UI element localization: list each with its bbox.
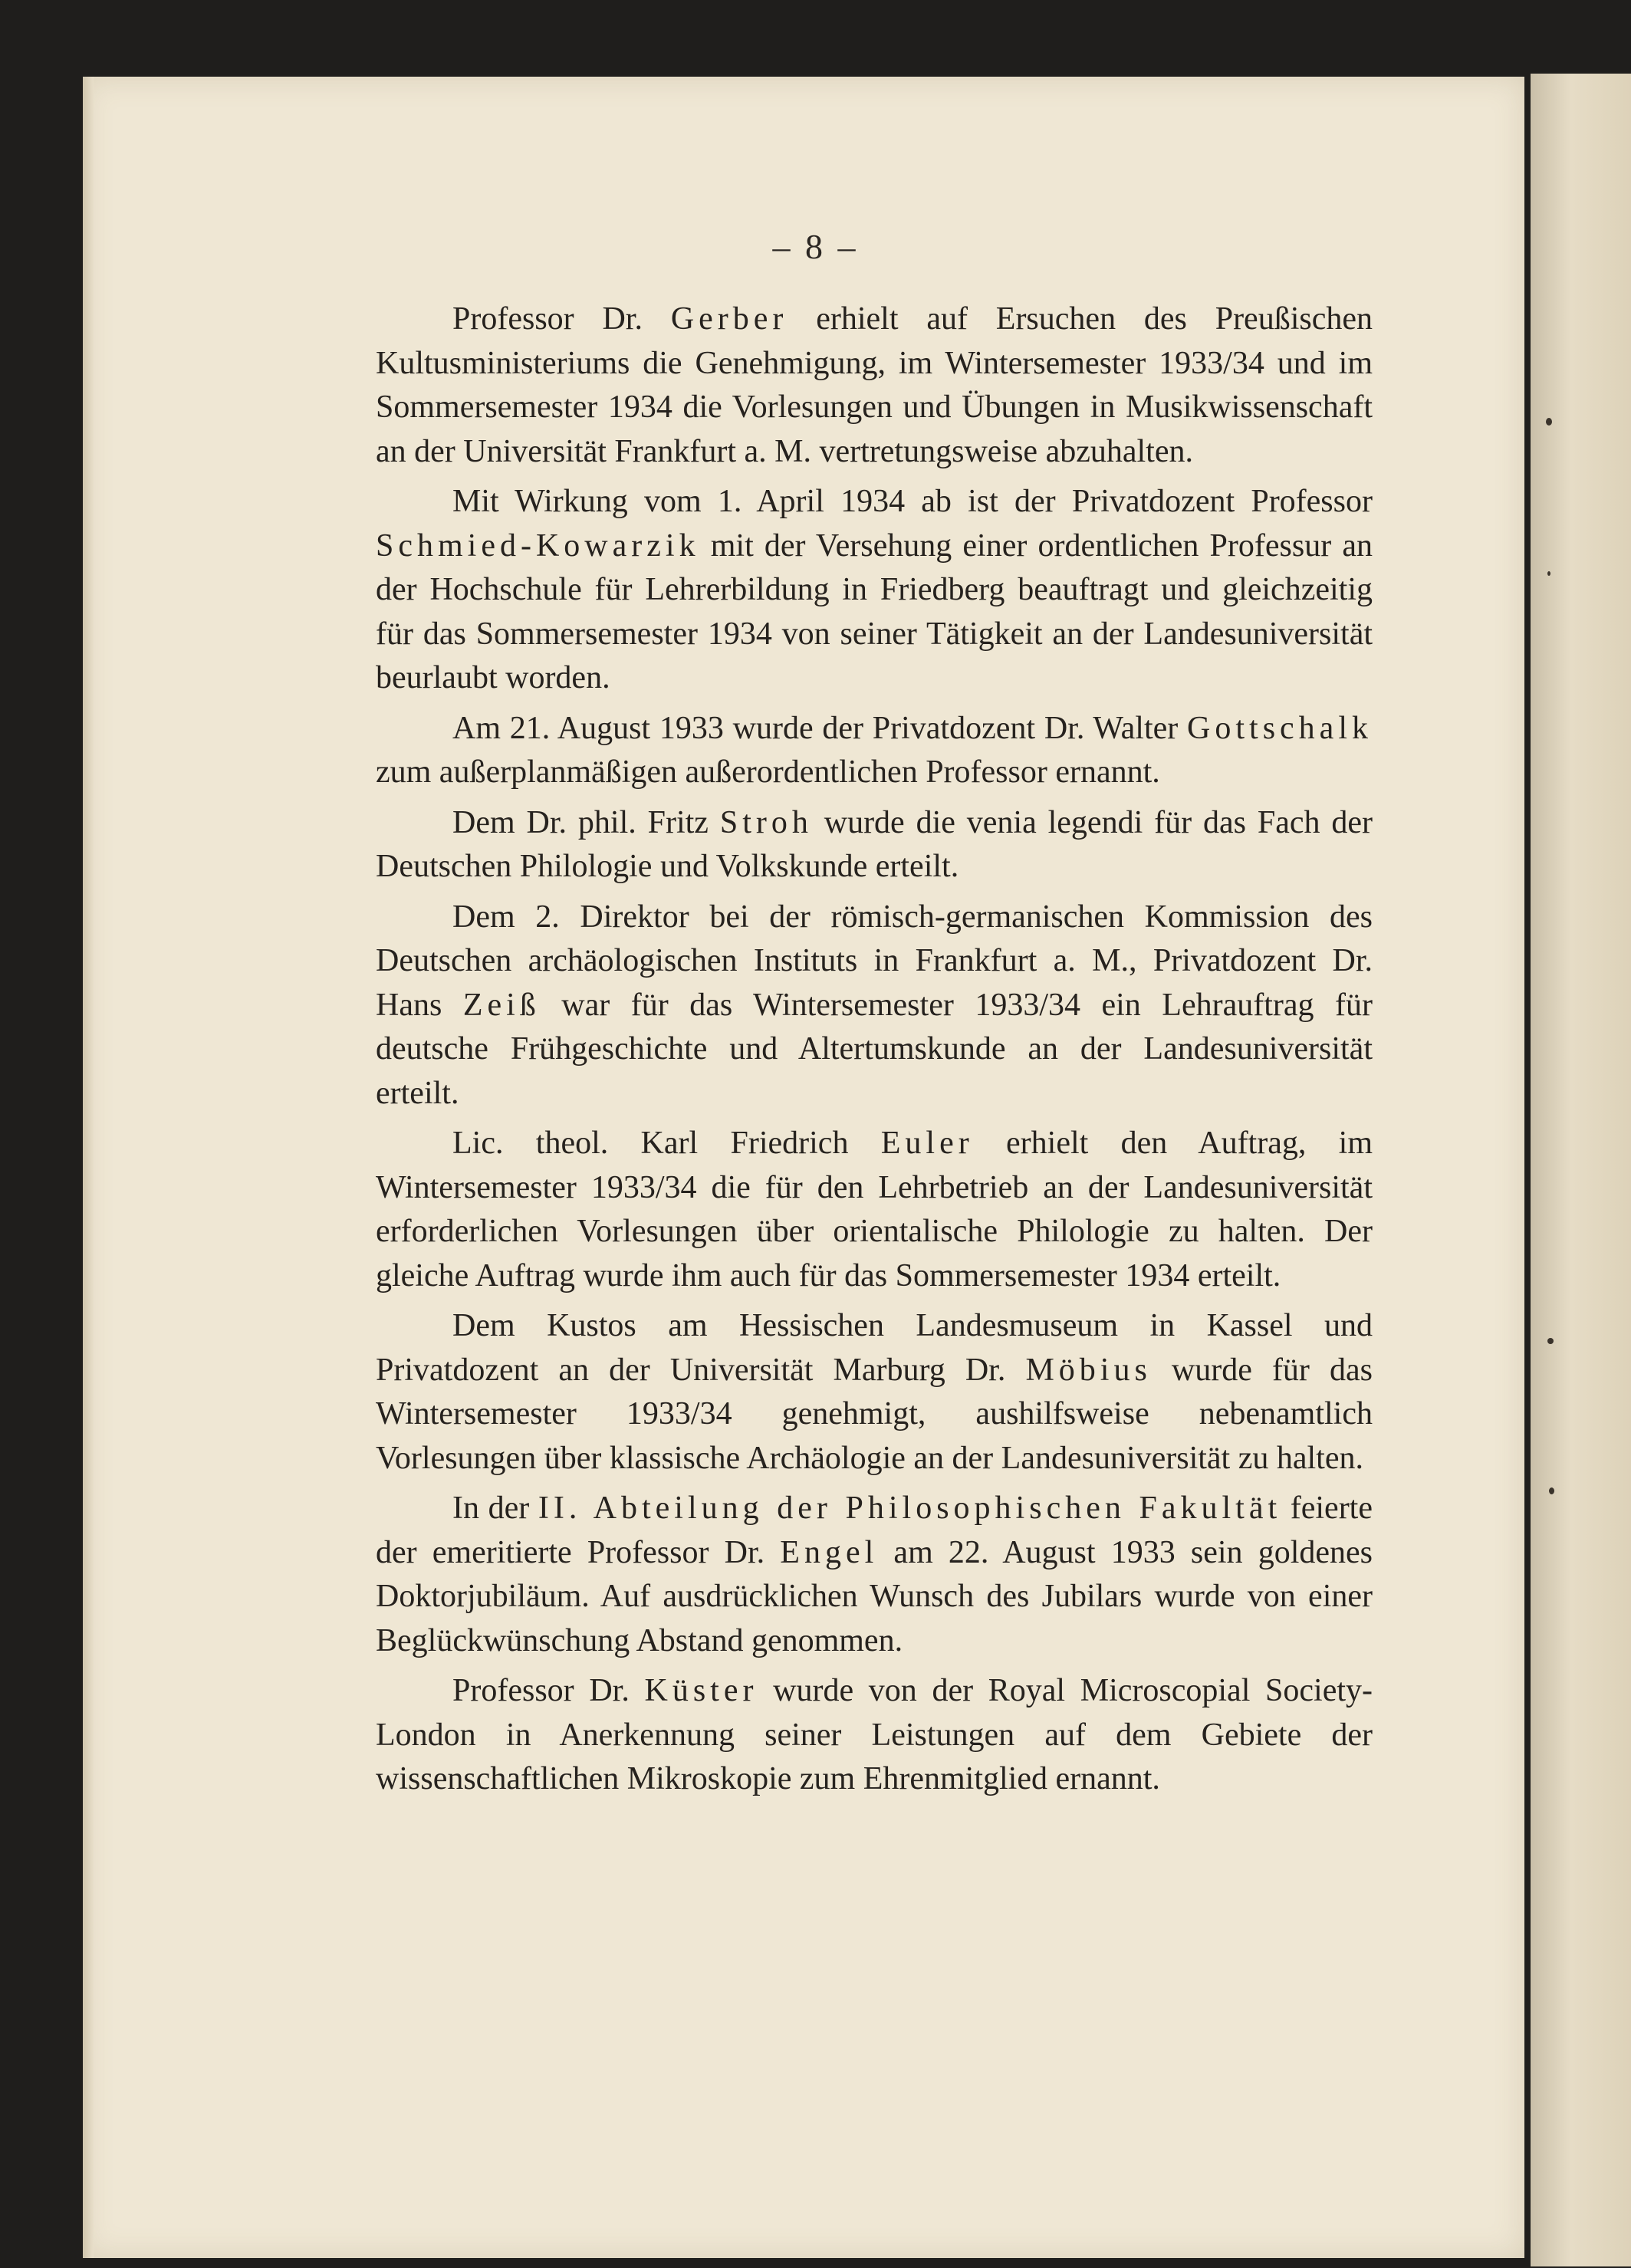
paragraph-stroh: [376, 801, 1373, 889]
text-run: zum außerplanmäßigen außerordentlichen Professor ernannt.: [376, 754, 1160, 790]
paragraph-euler: [376, 1122, 1373, 1298]
person-name-spaced: Gerber: [670, 301, 788, 337]
person-name-spaced: Gottschalk: [1187, 710, 1373, 746]
body-text: [376, 297, 1373, 1808]
text-run: Mit Wirkung vom 1. April 1934 ab ist der Privatdozent Professor: [452, 484, 1373, 519]
text-run: wurde von der Royal Microscopial Society-London in Anerkennung seiner Leistungen auf dem Gebiete der wissenschaftlichen Mikroskopie zum Ehrenmitglied ernannt.: [376, 1673, 1373, 1796]
text-run: Professor Dr.: [452, 301, 671, 337]
text-run: war für das Wintersemester 1933/34 ein Lehrauftrag für deutsche Frühgeschichte und Altertumskunde an der Landesuniversität erteilt.: [376, 987, 1373, 1111]
paper-speck: [1547, 571, 1550, 576]
paragraph-engel: [376, 1487, 1373, 1663]
text-run: Dem Dr. phil. Fritz: [452, 804, 720, 840]
text-run: Am 21. August 1933 wurde der Privatdozent Dr. Walter: [452, 710, 1188, 746]
person-name-spaced: Schmied-Kowarzik: [376, 528, 700, 564]
paragraph-zeiss: [376, 896, 1373, 1116]
page-binding-edge: [83, 77, 94, 2258]
text-run: erhielt auf Ersuchen des Preußischen Kultusministeriums die Genehmigung, im Wintersemester 1933/34 und im Sommersemester 1934 die Vorlesungen und Übungen in Musikwissenschaft an der Universität Frankfurt a. M. vertretungsweise abzuhalten.: [376, 301, 1373, 469]
paragraph-gerber: [376, 297, 1373, 474]
person-name-spaced: Engel: [780, 1534, 879, 1570]
paper-speck: [1546, 418, 1552, 426]
text-run: feierte der emeritierte Professor Dr.: [376, 1491, 1373, 1570]
text-run: wurde für das Wintersemester 1933/34 genehmigt, aushilfsweise nebenamtlich Vorlesungen über klassische Archäologie an der Landesuniversität zu halten.: [376, 1352, 1373, 1476]
person-name-spaced: Stroh: [719, 804, 813, 840]
paragraph-moebius: [376, 1304, 1373, 1481]
text-run: Dem Kustos am Hessischen Landesmuseum in Kassel und Privatdozent an der Universität Marburg Dr.: [376, 1308, 1373, 1388]
paper-speck: [1547, 1338, 1554, 1344]
text-run: Professor Dr.: [452, 1673, 645, 1708]
text-run: In der: [452, 1491, 538, 1526]
text-run: wurde die venia legendi für das Fach der Deutschen Philologie und Volkskunde erteilt.: [376, 804, 1373, 884]
text-run: erhielt den Auftrag, im Wintersemester 1933/34 die für den Lehrbetrieb an der Landesuniversität erforderlichen Vorlesungen über orientalische Philologie zu halten. Der gleiche Auftrag wurde ihm auch für das Sommersemester 1934 erteilt.: [376, 1126, 1373, 1293]
person-name-spaced: Möbius: [1025, 1352, 1152, 1388]
person-name-spaced: Zeiß: [462, 987, 541, 1023]
paragraph-kuester: [376, 1669, 1373, 1802]
person-name-spaced: Euler: [880, 1126, 974, 1161]
text-run: Dem 2. Direktor bei der römisch-germanischen Kommission des Deutschen archäologischen Instituts in Frankfurt a. M., Privatdozent Dr. Hans: [376, 899, 1373, 1023]
text-run: mit der Versehung einer ordentlichen Professur an der Hochschule für Lehrerbildung in Friedberg beauftragt und gleichzeitig für das Sommersemester 1934 von seiner Tätigkeit an der Landesuniversität beurlaubt worden.: [376, 528, 1373, 695]
adjacent-page-edge: [1531, 74, 1631, 2266]
faculty-name-spaced: II. Abteilung der Philosophischen Fakultät: [538, 1491, 1282, 1526]
paragraph-schmied-kowarzik: [376, 480, 1373, 701]
person-name-spaced: Küster: [644, 1673, 758, 1708]
paper-speck: [1549, 1487, 1554, 1494]
text-run: Lic. theol. Karl Friedrich: [452, 1126, 881, 1161]
page-number: – 8 –: [772, 227, 859, 266]
text-run: am 22. August 1933 sein goldenes Doktorjubiläum. Auf ausdrücklichen Wunsch des Jubilars wurde von einer Beglückwünschung Abstand genommen.: [376, 1534, 1373, 1658]
paragraph-gottschalk: [376, 707, 1373, 795]
